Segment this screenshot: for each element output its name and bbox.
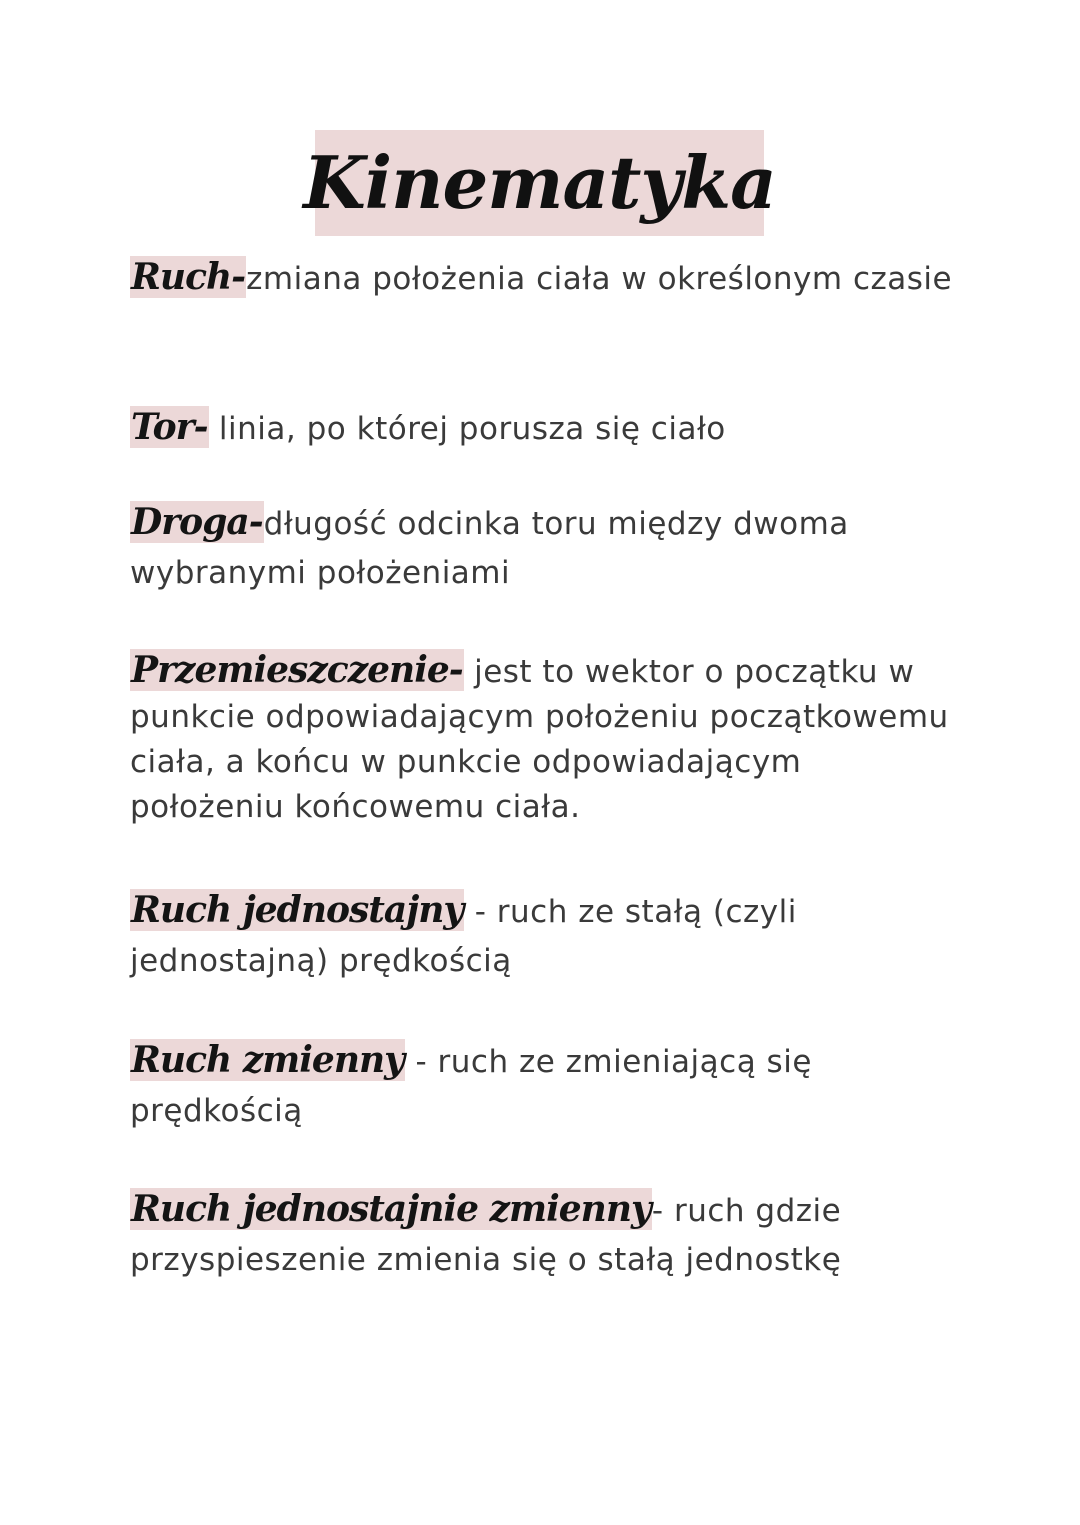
definition-text: zmiana położenia ciała w określonym czasie: [246, 261, 953, 297]
term-label: Przemieszczenie-: [131, 649, 463, 691]
definition-przemieszczenie: [130, 648, 960, 830]
title-highlight: [303, 130, 776, 236]
term-label: Ruch-: [131, 256, 246, 298]
page-title: Kinematyka: [303, 140, 776, 225]
definition-ruch-jednostajnie-zmienny: [130, 1185, 960, 1285]
definition-text: - ruch ze zmieniającą się prędkością: [130, 1044, 812, 1129]
term-label: Ruch zmienny: [131, 1039, 405, 1081]
definition-ruch-jednostajny: [130, 886, 960, 986]
definition-text: długość odcinka toru między dwoma wybranymi położeniami: [130, 506, 849, 591]
definition-text: jest to wektor o początku w punkcie odpowiadającym położeniu początkowemu ciała, a końcu w punkcie odpowiadającym położeniu końcowemu ciała.: [130, 654, 949, 825]
definition-text: linia, po której porusza się ciało: [208, 411, 726, 447]
definition-ruch-zmienny: [130, 1036, 960, 1136]
definition-text: - ruch ze stałą (czyli jednostajną) prędkością: [130, 894, 797, 979]
term-label: Ruch jednostajnie zmienny: [131, 1188, 651, 1230]
definition-ruch: [130, 253, 960, 304]
definition-text: - ruch gdzie przyspieszenie zmienia się o stałą jednostkę: [130, 1193, 842, 1278]
term-label: Tor-: [131, 406, 208, 448]
definition-tor: [130, 403, 960, 454]
term-label: Droga-: [131, 501, 263, 543]
definition-droga: [130, 498, 960, 598]
term-label: Ruch jednostajny: [131, 889, 464, 931]
